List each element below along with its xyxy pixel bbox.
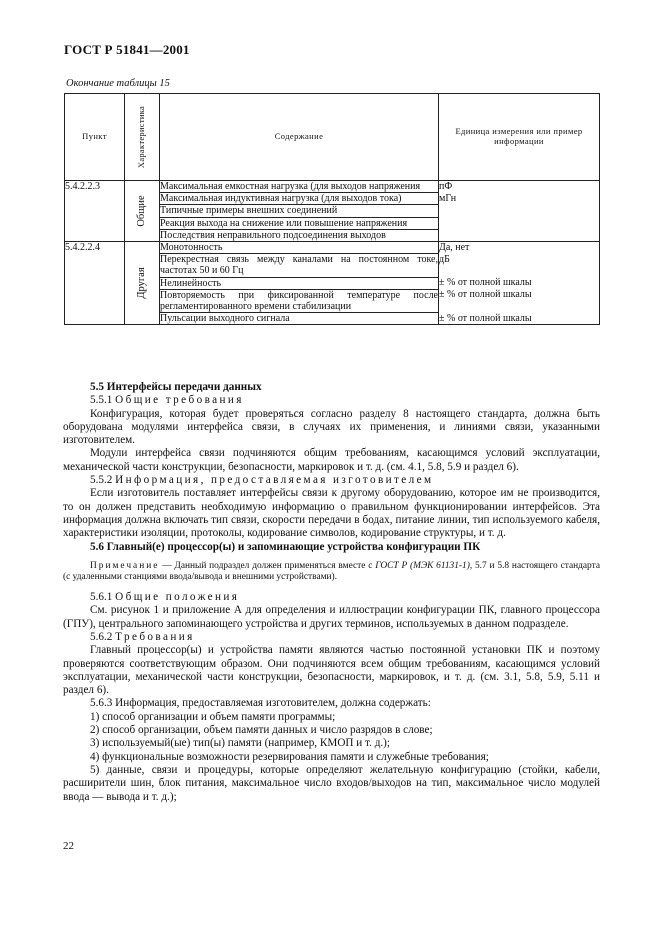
unit-cell bbox=[439, 217, 600, 229]
table-row bbox=[65, 181, 600, 193]
content-cell: Реакция выхода на снижение или повышение напряжения bbox=[160, 217, 439, 229]
paragraph: Модули интерфейса связи подчиняются общим требованиям, касающимся условий эксплуатации, механической части конструкции, безопасности, маркировок и т. д. (см. 4.1, 5.8, 5.9 и раздел 6). bbox=[63, 447, 600, 473]
clause-number: 5.4.2.2.3 bbox=[65, 181, 125, 242]
unit-cell: ± % от полной шкалы bbox=[439, 277, 600, 289]
content-cell: Последствия неправильного подсоединения выходов bbox=[160, 229, 439, 241]
subsection-heading bbox=[63, 474, 600, 487]
subsection-title: Общие положения bbox=[115, 591, 240, 604]
subsection-title: Информация, предоставляемая изготовителем bbox=[115, 474, 434, 487]
list-item: 4) функциональные возможности резервирования памяти и служебные требования; bbox=[90, 750, 489, 763]
subsection-heading bbox=[63, 591, 600, 604]
subsection-heading bbox=[63, 394, 600, 407]
page-number: 22 bbox=[63, 840, 74, 852]
header-characteristic-label: Характеристика bbox=[136, 105, 147, 169]
group-label: Общие bbox=[136, 195, 148, 227]
standard-header: ГОСТ Р 51841—2001 bbox=[64, 42, 190, 57]
section-heading: 5.5 Интерфейсы передачи данных bbox=[90, 381, 262, 393]
header-content: Содержание bbox=[160, 94, 439, 181]
list-item: 2) способ организации, объем памяти данных и число разрядов в слове; bbox=[90, 724, 433, 737]
subsection-number: 5.6.2 bbox=[90, 630, 113, 643]
paragraph: См. рисунок 1 и приложение А для определения и иллюстрации конфигурации ПК, главного процессора (ГПУ), центрального запоминающего устройства и других терминов, используемых в данном подразделе. bbox=[63, 604, 600, 630]
subsection-title: Общие требования bbox=[115, 394, 244, 407]
note-reference: ГОСТ Р (МЭК 61131-1) bbox=[375, 560, 470, 571]
header-unit: Единица измерения или пример информации bbox=[439, 94, 600, 181]
body-text bbox=[63, 381, 600, 804]
group-cell bbox=[125, 241, 160, 324]
section-heading: 5.6 Главный(е) процессор(ы) и запоминающие устройства конфигурации ПК bbox=[90, 540, 481, 553]
content-cell: Нелинейность bbox=[160, 277, 439, 289]
subsection-heading bbox=[63, 631, 600, 644]
subsection-number: 5.6.1 bbox=[90, 591, 113, 604]
subsection-number: 5.5.2 bbox=[90, 474, 113, 487]
note-text: — Данный подраздел должен применяться вместе с bbox=[159, 560, 376, 571]
table-header-row bbox=[65, 94, 600, 181]
content-cell: Перекрестная связь между каналами на постоянном токе, частотах 50 и 60 Гц bbox=[160, 254, 438, 277]
note-label: Примечание bbox=[90, 560, 160, 571]
subsection-title: Требования bbox=[115, 630, 195, 643]
unit-cell bbox=[439, 205, 600, 217]
paragraph: Главный процессор(ы) и устройства памяти являются частью постоянной установки ПК и поэтому проверяются соответствующим образом. Они подчиняются всем общим требованиям, касающимся условий эксплуатации, механической части конструкции, безопасности, маркировок, и т. д. (см. 3.1, 5.8, 5.9, 5.11 и раздел 6). bbox=[63, 644, 600, 697]
paragraph: Конфигурация, которая будет проверяться согласно разделу 8 настоящего стандарта, должна быть оборудована модулями интерфейса связи, в случаях их применения, и линиями связи, указанными изготовителем. bbox=[63, 407, 600, 447]
content-cell: Пульсации выходного сигнала bbox=[160, 313, 439, 325]
list-item: 3) используемый(ые) тип(ы) памяти (например, КМОП и т. д.); bbox=[90, 737, 391, 750]
unit-cell bbox=[439, 229, 600, 241]
content-cell: Повторяемость при фиксированной температуре после регламентированного времени стабилизации bbox=[160, 289, 438, 312]
unit-cell: мГн bbox=[439, 193, 600, 205]
group-label: Другая bbox=[136, 267, 148, 299]
unit-cell: ± % от полной шкалы bbox=[439, 313, 600, 325]
clause-number: 5.4.2.2.4 bbox=[65, 241, 125, 324]
content-cell: Монотонность bbox=[160, 241, 439, 253]
list-item: 1) способ организации и объем памяти программы; bbox=[90, 710, 336, 723]
note-text-rest: , 5.7 и 5.8 настоящего стандарта (с удаленными станциями ввода/вывода и внешними устройствами). bbox=[63, 560, 600, 583]
header-characteristic bbox=[125, 94, 160, 181]
header-punkt: Пункт bbox=[65, 94, 125, 181]
paragraph: Если изготовитель поставляет интерфейсы связи к другому оборудованию, которое им не производится, то он должен представить необходимую информацию о правильном функционировании интерфейсов. Эта информация должна включать тип связи, скорости передачи в бодах, питание линии, тип используемого кабеля, характеристики изоляции, протоколы, кодирование символов, кодирование структуры, и т. д. bbox=[63, 487, 600, 540]
unit-cell: пФ bbox=[439, 181, 600, 193]
content-cell: Максимальная индуктивная нагрузка (для выходов тока) bbox=[160, 193, 439, 205]
group-cell bbox=[125, 181, 160, 242]
table-row bbox=[65, 241, 600, 253]
specification-table bbox=[64, 93, 600, 325]
paragraph: 5.6.3 Информация, предоставляемая изготовителем, должна содержать: bbox=[90, 697, 431, 710]
unit-cell: Да, нет bbox=[439, 241, 600, 253]
content-cell: Типичные примеры внешних соединений bbox=[160, 205, 439, 217]
table-caption: Окончание таблицы 15 bbox=[66, 78, 170, 89]
list-item: 5) данные, связи и процедуры, которые определяют желательную конфигурацию (стойки, кабели, расширители шин, блок питания, максимальное число входов/выходов на тип, максимальное число модулей ввода — вывода и т. д.); bbox=[63, 763, 600, 803]
note bbox=[63, 561, 600, 584]
content-cell: Максимальная емкостная нагрузка (для выходов напряжения bbox=[160, 181, 439, 193]
unit-cell: дБ bbox=[439, 254, 600, 277]
unit-cell: ± % от полной шкалы bbox=[439, 289, 600, 312]
subsection-number: 5.5.1 bbox=[90, 394, 113, 407]
